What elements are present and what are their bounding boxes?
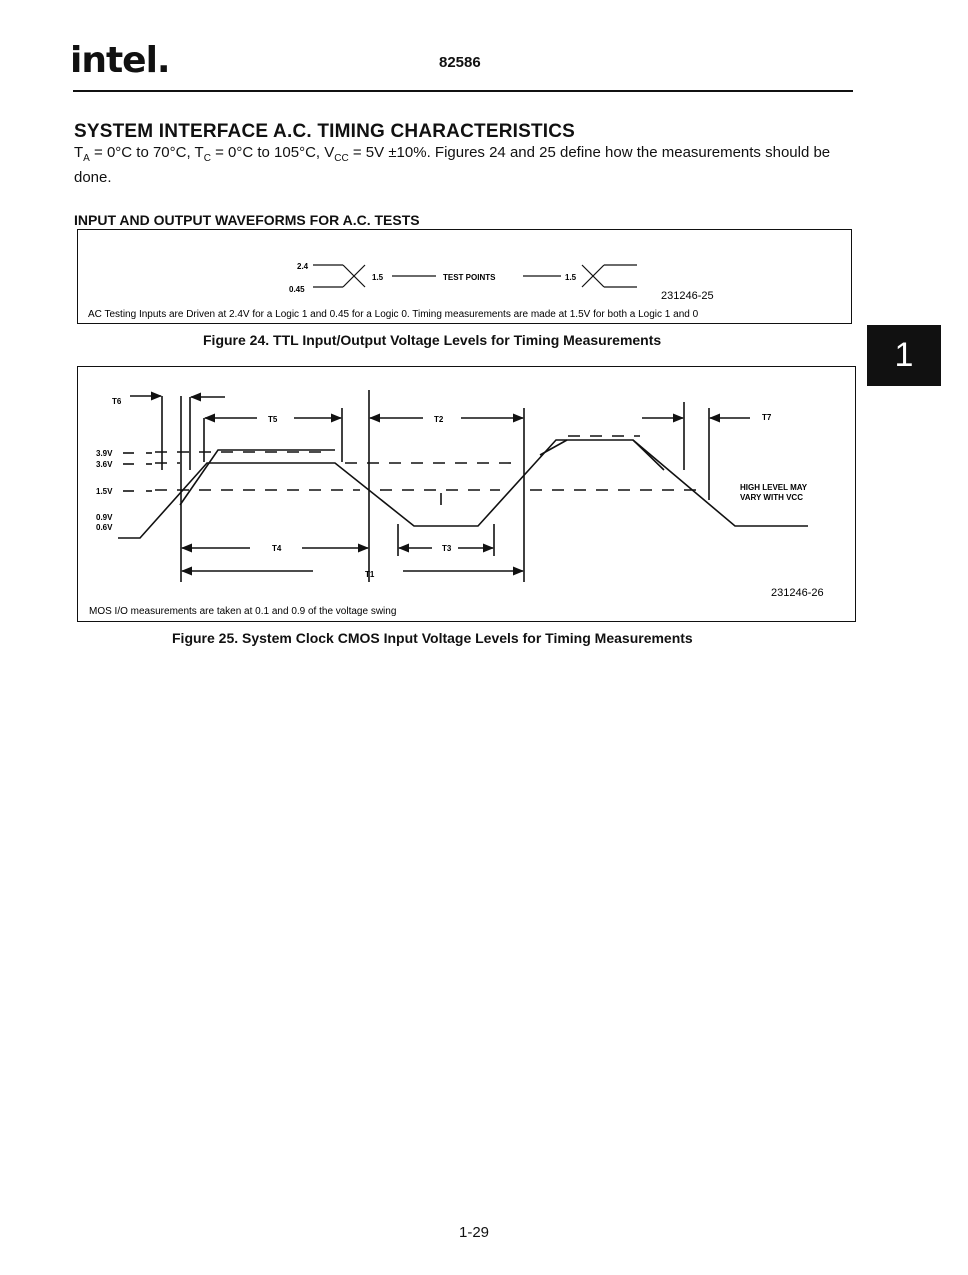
fig24-right-point: 1.5	[565, 273, 577, 282]
chapter-tab: 1	[867, 325, 941, 386]
fig25-note: MOS I/O measurements are taken at 0.1 and 0.9 of the voltage swing	[89, 606, 397, 617]
label-t1: T1	[365, 570, 375, 579]
fig24-v-high: 2.4	[297, 262, 309, 271]
label-t5: T5	[268, 415, 278, 424]
label-t7: T7	[762, 413, 772, 422]
tc-text: = 0°C to 105°C, V	[210, 144, 335, 161]
ta-subscript: A	[83, 153, 90, 164]
vcc-text: = 5V ±10%. Figures 24 and 25 define how the measurements should be done.	[74, 144, 831, 186]
label-0-9v: 0.9V	[96, 513, 113, 522]
page-number: 1-29	[459, 1224, 490, 1241]
label-1-5v: 1.5V	[96, 487, 113, 496]
label-t3: T3	[442, 544, 452, 553]
label-t2: T2	[434, 415, 444, 424]
intel-logo: intel.	[70, 40, 170, 81]
high-level-line2: VARY WITH VCC	[740, 493, 803, 502]
part-number: 82586	[439, 54, 481, 71]
label-t4: T4	[272, 544, 282, 553]
tc-subscript: C	[203, 153, 211, 164]
label-3-9v: 3.9V	[96, 449, 113, 458]
fig24-left-point: 1.5	[372, 273, 384, 282]
fig24-ref: 231246-25	[661, 290, 714, 302]
high-level-line1: HIGH LEVEL MAY	[740, 483, 808, 492]
label-t6: T6	[112, 397, 122, 406]
fig24-test-points: TEST POINTS	[443, 273, 496, 282]
fig24-heading: INPUT AND OUTPUT WAVEFORMS FOR A.C. TESTS	[74, 212, 420, 228]
section-title: SYSTEM INTERFACE A.C. TIMING CHARACTERISTICS	[74, 121, 576, 142]
label-3-6v: 3.6V	[96, 460, 113, 469]
vcc-subscript: CC	[334, 153, 349, 164]
label-0-6v: 0.6V	[96, 523, 113, 532]
fig25-ref: 231246-26	[771, 587, 824, 599]
fig24-v-low: 0.45	[289, 285, 305, 294]
fig25-caption: Figure 25. System Clock CMOS Input Voltage Levels for Timing Measurements	[172, 630, 693, 646]
ta-label: T	[74, 144, 84, 161]
fig24-note: AC Testing Inputs are Driven at 2.4V for a Logic 1 and 0.45 for a Logic 0. Timing measurements are made at 1.5V for both a Logic 1 and 0	[88, 309, 699, 320]
ta-text: = 0°C to 70°C, T	[89, 144, 204, 161]
fig24-caption: Figure 24. TTL Input/Output Voltage Levels for Timing Measurements	[203, 332, 662, 348]
